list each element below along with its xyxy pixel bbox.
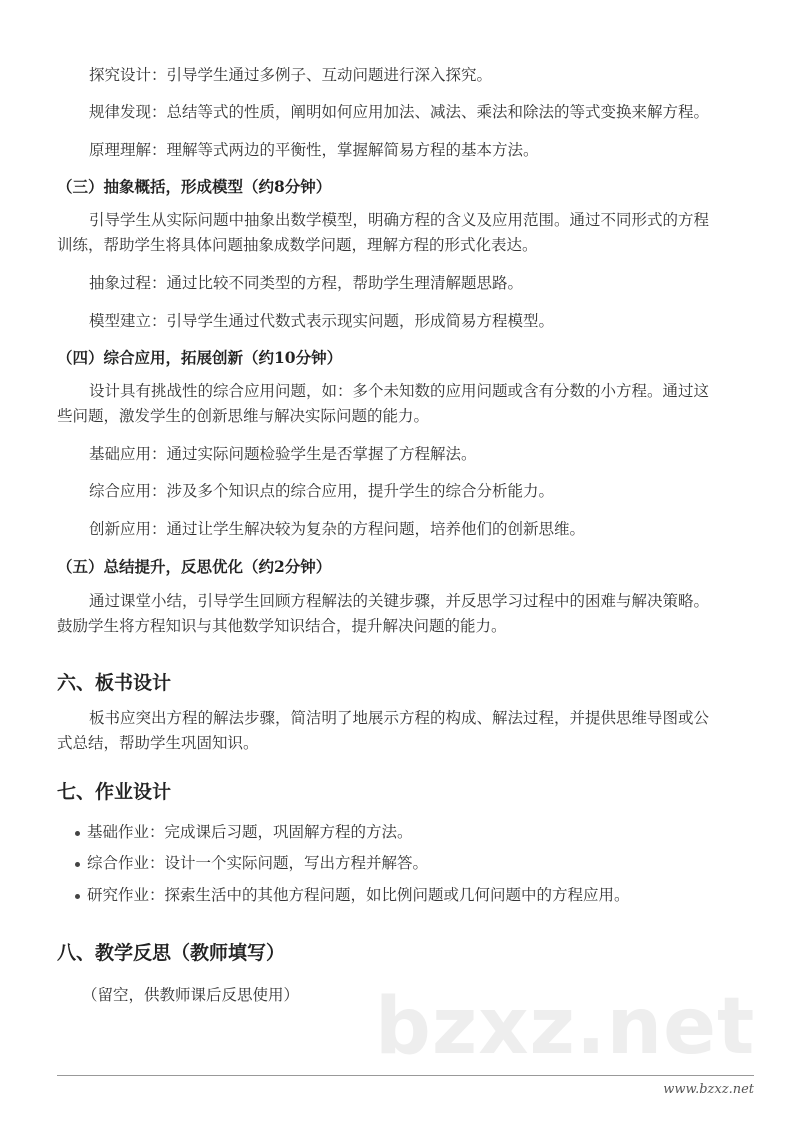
paragraph-line: 综合应用：涉及多个知识点的综合应用，提升学生的综合分析能力。	[89, 482, 555, 500]
subheading-part5: （五）总结提升，反思优化（约2分钟）	[57, 557, 332, 576]
heading-section7: 七、作业设计	[57, 781, 172, 803]
paragraph-line: 引导学生从实际问题中抽象出数学模型，明确方程的含义及应用范围。通过不同形式的方程	[89, 211, 710, 229]
bullet-icon	[75, 831, 80, 836]
paragraph-line: 些问题，激发学生的创新思维与解决实际问题的能力。	[57, 407, 430, 425]
paragraph-line: 原理理解：理解等式两边的平衡性，掌握解简易方程的基本方法。	[89, 141, 539, 159]
list-item-text: 基础作业：完成课后习题，巩固解方程的方法。	[87, 823, 413, 841]
paragraph-line: 规律发现：总结等式的性质，阐明如何应用加法、减法、乘法和除法的等式变换来解方程。	[89, 103, 710, 121]
paragraph-line: 基础应用：通过实际问题检验学生是否掌握了方程解法。	[89, 445, 477, 463]
list-item-text: 研究作业：探索生活中的其他方程问题，如比例问题或几何问题中的方程应用。	[87, 886, 630, 904]
paragraph-line: 鼓励学生将方程知识与其他数学知识结合，提升解决问题的能力。	[57, 617, 507, 635]
subheading-part4: （四）综合应用，拓展创新（约10分钟）	[57, 348, 343, 367]
list-item-text: 综合作业：设计一个实际问题，写出方程并解答。	[87, 854, 429, 872]
placeholder-note: （留空，供教师课后反思使用）	[82, 986, 300, 1004]
list-item	[75, 822, 413, 842]
paragraph-line: 式总结，帮助学生巩固知识。	[57, 734, 259, 752]
subheading-part3: （三）抽象概括，形成模型（约8分钟）	[57, 177, 332, 196]
heading-section8: 八、教学反思（教师填写）	[57, 942, 286, 964]
paragraph-line: 探究设计：引导学生通过多例子、互动问题进行深入探究。	[89, 66, 493, 84]
heading-section6: 六、板书设计	[57, 672, 172, 694]
paragraph-line: 设计具有挑战性的综合应用问题，如：多个未知数的应用问题或含有分数的小方程。通过这	[89, 382, 710, 400]
footer-divider	[57, 1075, 754, 1076]
paragraph-line: 抽象过程：通过比较不同类型的方程，帮助学生理清解题思路。	[89, 274, 524, 292]
list-item	[75, 885, 630, 905]
bullet-icon	[75, 862, 80, 867]
paragraph-line: 板书应突出方程的解法步骤，简洁明了地展示方程的构成、解法过程，并提供思维导图或公	[89, 709, 710, 727]
bullet-icon	[75, 894, 80, 899]
paragraph-line: 模型建立：引导学生通过代数式表示现实问题，形成简易方程模型。	[89, 312, 555, 330]
list-item	[75, 853, 428, 873]
footer-url: www.bzxz.net	[663, 1082, 754, 1097]
paragraph-line: 训练，帮助学生将具体问题抽象成数学问题，理解方程的形式化表达。	[57, 236, 538, 254]
watermark: bzxz.net	[375, 982, 756, 1072]
paragraph-line: 通过课堂小结，引导学生回顾方程解法的关键步骤，并反思学习过程中的困难与解决策略。	[89, 592, 710, 610]
paragraph-line: 创新应用：通过让学生解决较为复杂的方程问题，培养他们的创新思维。	[89, 520, 586, 538]
